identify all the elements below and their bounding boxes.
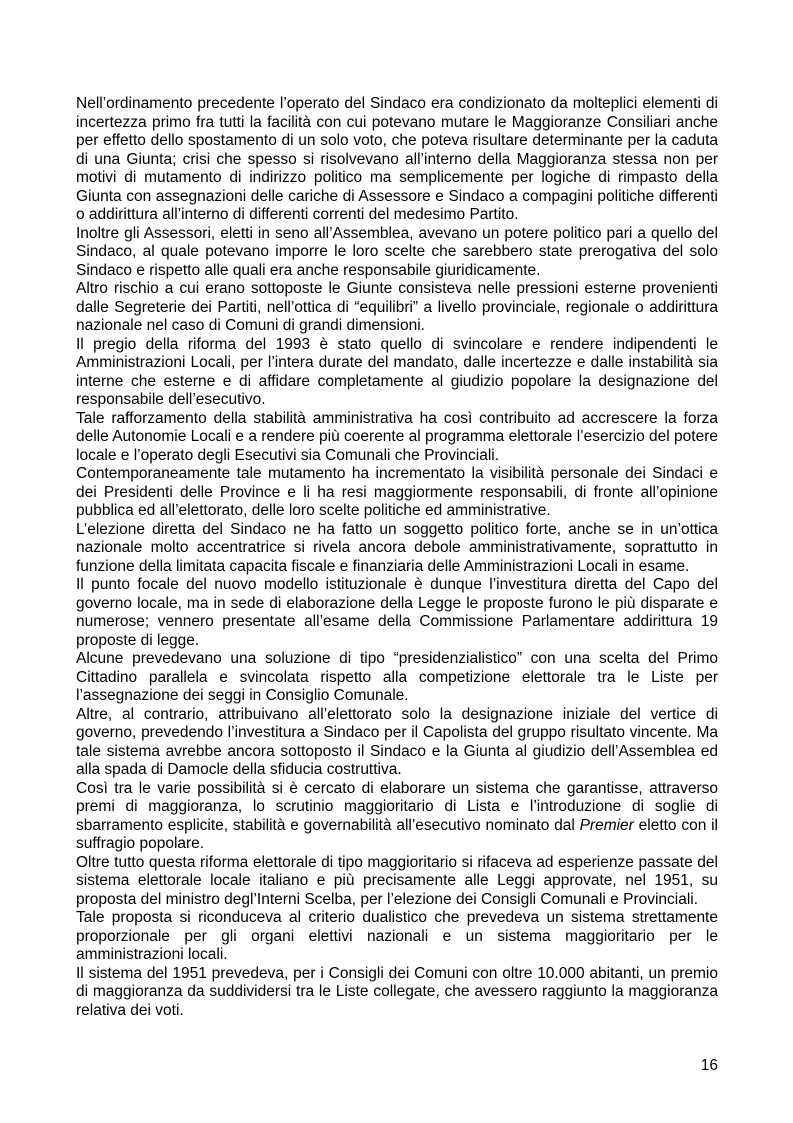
paragraph-7: L’elezione diretta del Sindaco ne ha fatto un soggetto politico forte, anche se in un’ottica nazionale molto accentratrice si rivela ancora debole amministrativamente, soprattutto in funzione della limitata capacita fiscale e finanziaria delle Amministrazioni Locali in esame. xyxy=(76,520,718,575)
paragraph-11 xyxy=(76,780,718,854)
paragraph-11-text-after: eletto con il suffragio popolare. xyxy=(76,816,719,852)
paragraph-14: Il sistema del 1951 prevedeva, per i Consigli dei Comuni con oltre 10.000 abitanti, un premio di maggioranza da suddividersi tra le Liste collegate, che avessero raggiunto la maggioranza relativa dei voti. xyxy=(76,964,718,1019)
premier-italic-term: Premier xyxy=(579,816,634,834)
paragraph-2: Inoltre gli Assessori, eletti in seno all’Assemblea, avevano un potere politico pari a quello del Sindaco, al quale potevano imporre le loro scelte che sarebbero state prerogativa del solo Sindaco e rispetto alle quali era anche responsabile giuridicamente. xyxy=(76,224,718,279)
paragraph-12: Oltre tutto questa riforma elettorale di tipo maggioritario si rifaceva ad esperienze passate del sistema elettorale locale italiano e più precisamente alle Leggi approvate, nel 1951, su proposta del ministro degl’Interni Scelba, per l’elezione dei Consigli Comunali e Provinciali. xyxy=(76,853,718,908)
paragraph-5: Tale rafforzamento della stabilità amministrativa ha così contribuito ad accrescere la forza delle Autonomie Locali e a rendere più coerente al programma elettorale l’esercizio del potere locale e l’operato degli Esecutivi sia Comunali che Provinciali. xyxy=(76,409,718,464)
paragraph-11-text-before: Così tra le varie possibilità si è cercato di elaborare un sistema che garantisse, attraverso premi di maggioranza, lo scrutinio maggioritario di Lista e l’introduzione di soglie di sbarramento esplicite, stabilità e governabilità all’esecutivo nominato dal xyxy=(76,779,718,834)
paragraph-10: Altre, al contrario, attribuivano all’elettorato solo la designazione iniziale del vertice di governo, prevedendo l’investitura a Sindaco per il Capolista del gruppo risultato vincente. Ma tale sistema avrebbe ancora sottoposto il Sindaco e la Giunta al giudizio dell’Assemblea ed alla spada di Damocle della sfiducia costruttiva. xyxy=(76,705,718,778)
paragraph-4: Il pregio della riforma del 1993 è stato quello di svincolare e rendere indipendenti le Amministrazioni Locali, per l’intera durate del mandato, dalle incertezze e dalle instabilità sia interne che esterne e di affidare completamente al giudizio popolare la designazione del responsabile dell’esecutivo. xyxy=(76,335,718,408)
paragraph-9: Alcune prevedevano una soluzione di tipo “presidenzialistico” con una scelta del Primo Cittadino parallela e svincolata rispetto alla competizione elettorale tra le Liste per l’assegnazione dei seggi in Consiglio Comunale. xyxy=(76,650,718,704)
paragraph-3: Altro rischio a cui erano sottoposte le Giunte consisteva nelle pressioni esterne provenienti dalle Segreterie dei Partiti, nell’ottica di “equilibri” a livello provinciale, regionale o addirittura nazionale nel caso di Comuni di grandi dimensioni. xyxy=(76,280,718,334)
paragraph-13: Tale proposta si riconduceva al criterio dualistico che prevedeva un sistema strettamente proporzionale per gli organi elettivi nazionali e un sistema maggioritario per le amministrazioni locali. xyxy=(76,909,718,963)
body-text xyxy=(76,95,718,1020)
paragraph-6: Contemporaneamente tale mutamento ha incrementato la visibilità personale dei Sindaci e dei Presidenti delle Province e li ha resi maggiormente responsabili, di fronte all’opinione pubblica ed all’elettorato, delle loro scelte politiche ed amministrative. xyxy=(76,465,718,519)
page-number: 16 xyxy=(700,1057,718,1074)
paragraph-8: Il punto focale del nuovo modello istituzionale è dunque l’investitura diretta del Capo del governo locale, ma in sede di elaborazione della Legge le proposte furono le più disparate e numerose; vennero presentate all’esame della Commissione Parlamentare addirittura 19 proposte di legge. xyxy=(76,576,718,649)
paragraph-1: Nell’ordinamento precedente l’operato del Sindaco era condizionato da molteplici elementi di incertezza primo fra tutti la facilità con cui potevano mutare le Maggioranze Consiliari anche per effetto dello spostamento di un solo voto, che poteva risultare determinante per la caduta di una Giunta; crisi che spesso si risolvevano all’interno della Maggioranza stessa non per motivi di mutamento di indirizzo politico ma semplicemente per logiche di rimpasto della Giunta con assegnazioni delle cariche di Assessore e Sindaco a compagini politiche differenti o addirittura all’interno di differenti correnti del medesimo Partito. xyxy=(76,95,718,223)
